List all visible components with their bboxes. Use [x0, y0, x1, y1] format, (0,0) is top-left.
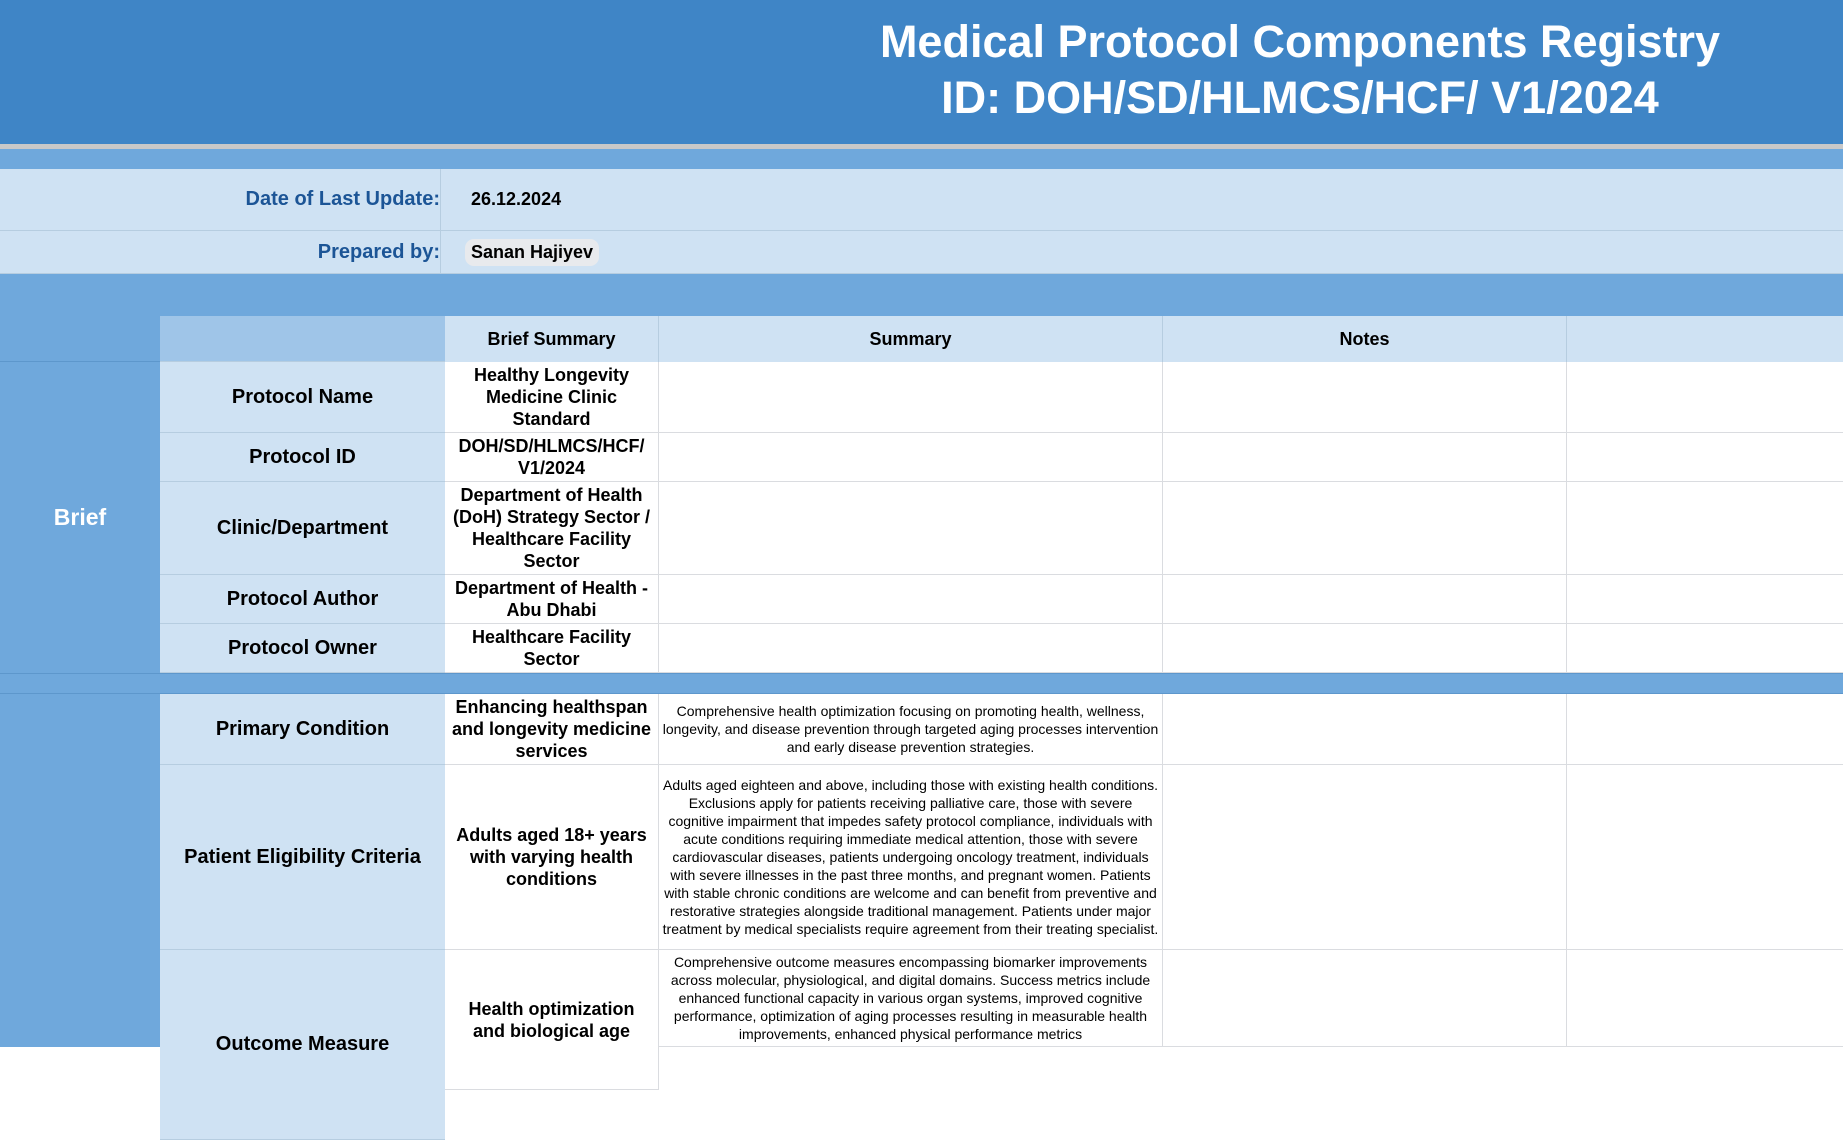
row-label-protocol-id: Protocol ID: [160, 433, 445, 482]
extra-cell[interactable]: [1567, 482, 1843, 575]
brief-summary-cell[interactable]: Department of Health - Abu Dhabi: [445, 575, 659, 624]
extra-cell[interactable]: [1567, 950, 1843, 1047]
notes-cell[interactable]: [1163, 575, 1567, 624]
row-label-primary-condition: Primary Condition: [160, 694, 445, 765]
section-brief: Brief: [0, 362, 160, 673]
brief-summary-cell[interactable]: Healthy Longevity Medicine Clinic Standard: [445, 362, 659, 433]
summary-cell[interactable]: [659, 624, 1163, 673]
row-label-protocol-author: Protocol Author: [160, 575, 445, 624]
summary-cell[interactable]: Comprehensive health optimization focusing on promoting health, wellness, longevity, and disease prevention through targeted aging processes intervention and early disease prevention strategies.: [659, 694, 1163, 765]
brief-summary-cell[interactable]: DOH/SD/HLMCS/HCF/ V1/2024: [445, 433, 659, 482]
extra-cell[interactable]: [1567, 694, 1843, 765]
date-label: Date of Last Update:: [0, 169, 441, 230]
notes-cell[interactable]: [1163, 694, 1567, 765]
col-header-brief-summary: Brief Summary: [445, 316, 659, 362]
notes-cell[interactable]: [1163, 362, 1567, 433]
notes-cell[interactable]: [1163, 624, 1567, 673]
brief-summary-cell[interactable]: Adults aged 18+ years with varying health conditions: [445, 765, 659, 950]
brief-summary-cell[interactable]: Health optimization and biological age: [445, 950, 659, 1090]
summary-cell[interactable]: Adults aged eighteen and above, including those with existing health conditions. Exclusions apply for patients receiving palliative care, those with severe cognitive impairment that impedes safety protocol compliance, individuals with acute conditions requiring immediate medical attention, those with severe cardiovascular diseases, patients undergoing oncology treatment, individuals with severe illnesses in the past three months, and pregnant women. Patients with stable chronic conditions are welcome and can benefit from preventive and restorative strategies alongside traditional management. Patients under major treatment by medical specialists require agreement from their treating specialist.: [659, 765, 1163, 950]
notes-cell[interactable]: [1163, 765, 1567, 950]
section-second: [0, 694, 160, 1047]
col-header-notes: Notes: [1163, 316, 1567, 362]
notes-cell[interactable]: [1163, 482, 1567, 575]
band-middle: [0, 274, 1843, 316]
brief-summary-cell[interactable]: Enhancing healthspan and longevity medicine services: [445, 694, 659, 765]
meta-row-prepared: [0, 231, 1843, 274]
extra-cell[interactable]: [1567, 624, 1843, 673]
person-chip[interactable]: Sanan Hajiyev: [465, 239, 599, 266]
prepared-label: Prepared by:: [0, 231, 441, 273]
row-label-outcome-measure: Outcome Measure: [160, 950, 445, 1140]
extra-cell[interactable]: [1567, 362, 1843, 433]
summary-cell[interactable]: [659, 433, 1163, 482]
summary-cell[interactable]: [659, 482, 1163, 575]
notes-cell[interactable]: [1163, 433, 1567, 482]
section-header-blank: [0, 316, 160, 362]
registry-id: ID: DOH/SD/HLMCS/HCF/ V1/2024: [941, 72, 1659, 123]
band-section-separator: [0, 673, 1843, 694]
notes-cell[interactable]: [1163, 950, 1567, 1047]
row-label-patient-eligibility: Patient Eligibility Criteria: [160, 765, 445, 950]
extra-cell[interactable]: [1567, 765, 1843, 950]
brief-summary-cell[interactable]: Healthcare Facility Sector: [445, 624, 659, 673]
extra-cell[interactable]: [1567, 575, 1843, 624]
row-label-protocol-name: Protocol Name: [160, 362, 445, 433]
summary-cell[interactable]: Comprehensive outcome measures encompassing biomarker improvements across molecular, physiological, and digital domains. Success metrics include enhanced functional capacity in various organ systems, improved cognitive performance, optimization of aging processes resulting in measurable health improvements, enhanced physical performance metrics: [659, 950, 1163, 1047]
date-value[interactable]: 26.12.2024: [471, 189, 562, 209]
summary-cell[interactable]: [659, 575, 1163, 624]
registry-header: [0, 0, 1843, 144]
prepared-value-cell: [471, 231, 599, 273]
col-header-extra: [1567, 316, 1843, 362]
col-header-summary: Summary: [659, 316, 1163, 362]
brief-summary-cell[interactable]: Department of Health (DoH) Strategy Sector / Healthcare Facility Sector: [445, 482, 659, 575]
extra-cell[interactable]: [1567, 433, 1843, 482]
meta-row-date: [0, 169, 1843, 231]
band-top: [0, 149, 1843, 169]
label-header-blank: [160, 316, 445, 362]
row-label-clinic-department: Clinic/Department: [160, 482, 445, 575]
summary-cell[interactable]: [659, 362, 1163, 433]
row-label-protocol-owner: Protocol Owner: [160, 624, 445, 673]
registry-title: Medical Protocol Components Registry: [879, 16, 1721, 67]
